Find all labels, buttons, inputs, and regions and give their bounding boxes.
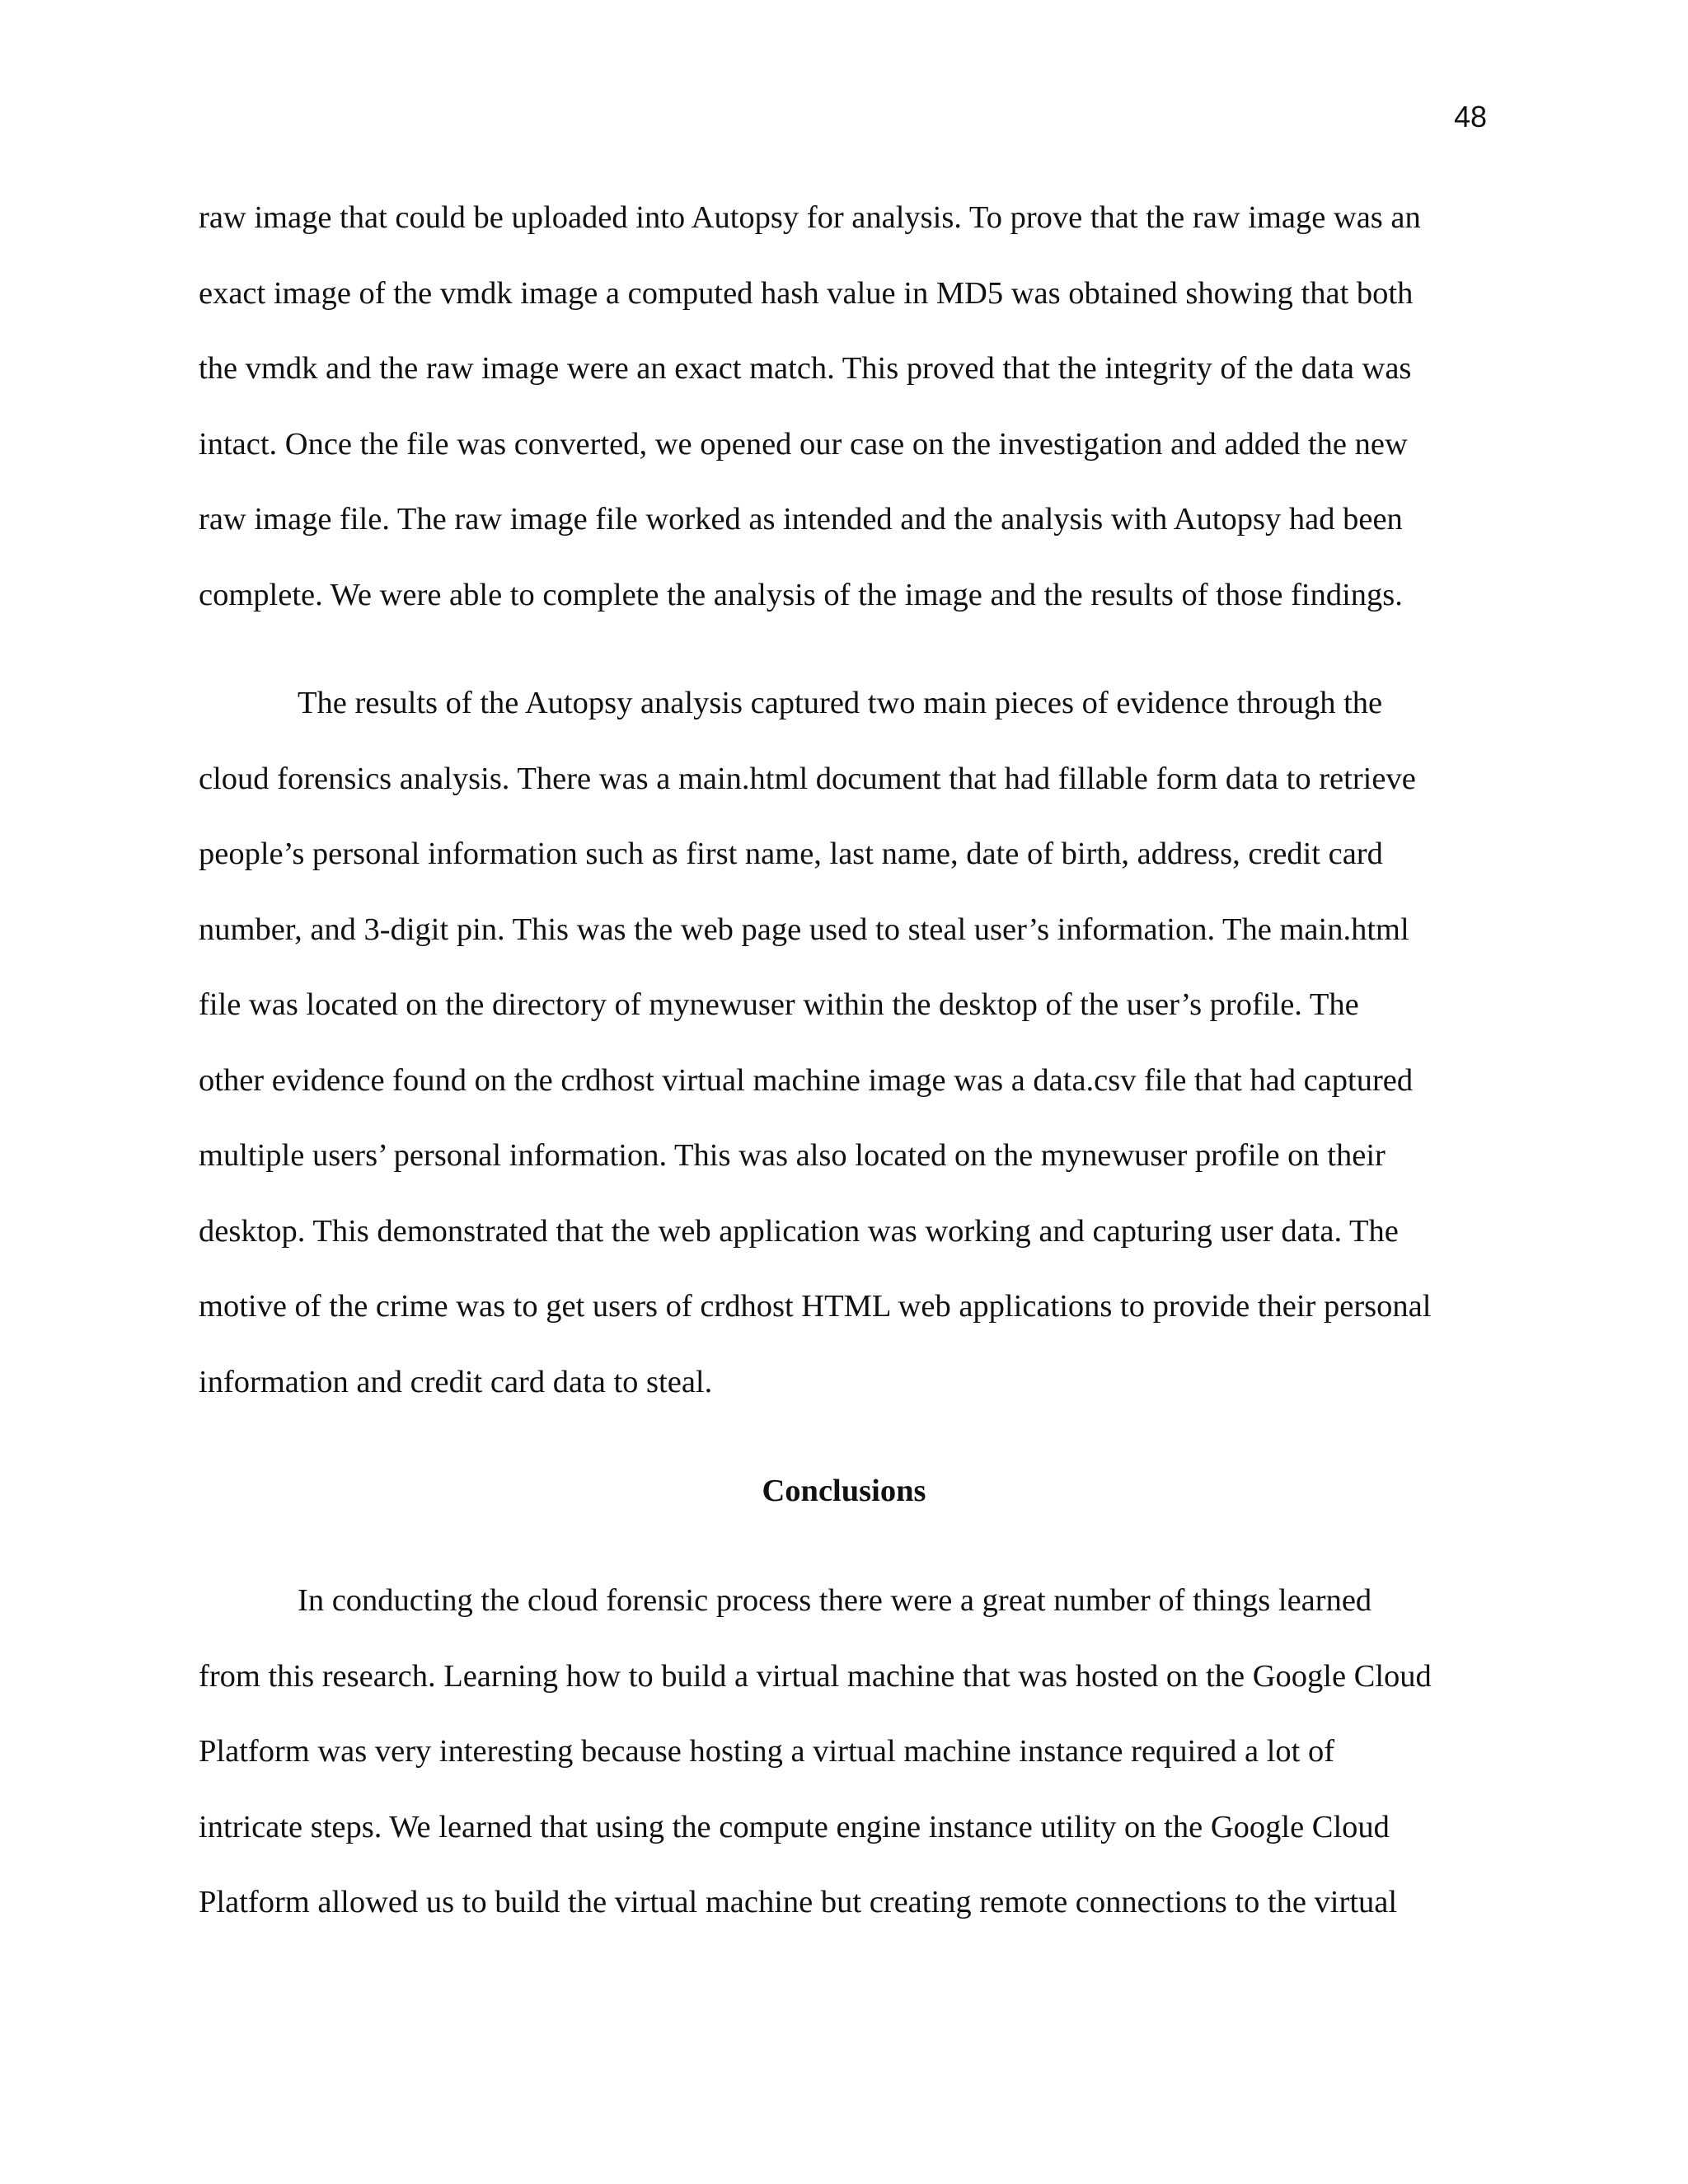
paragraph-2-line: motive of the crime was to get users of crdhost HTML web applications to provide their personal <box>199 1289 1432 1324</box>
paragraph-3-line: Platform was very interesting because hosting a virtual machine instance required a lot of <box>199 1734 1335 1769</box>
paragraph-2-line: file was located on the directory of mynewuser within the desktop of the user’s profile. The <box>199 987 1359 1022</box>
paragraph-2-line: desktop. This demonstrated that the web application was working and capturing user data. The <box>199 1214 1399 1249</box>
paragraph-1-line: complete. We were able to complete the analysis of the image and the results of those findings. <box>199 578 1403 612</box>
paragraph-3-line: intricate steps. We learned that using the compute engine instance utility on the Google Cloud <box>199 1810 1390 1844</box>
paragraph-2-line: people’s personal information such as first name, last name, date of birth, address, credit card <box>199 837 1383 871</box>
section-heading: Conclusions <box>762 1474 926 1508</box>
paragraph-1-line: the vmdk and the raw image were an exact match. This proved that the integrity of the data was <box>199 351 1412 386</box>
paragraph-2-line: cloud forensics analysis. There was a main.html document that had fillable form data to retrieve <box>199 762 1416 796</box>
paragraph-3-line: from this research. Learning how to build a virtual machine that was hosted on the Google Cloud <box>199 1659 1432 1694</box>
paragraph-2-line: information and credit card data to steal. <box>199 1365 713 1399</box>
paragraph-2-line: number, and 3-digit pin. This was the web page used to steal user’s information. The main.html <box>199 912 1409 947</box>
paragraph-1-line: exact image of the vmdk image a computed hash value in MD5 was obtained showing that both <box>199 276 1414 311</box>
paragraph-1-line: raw image that could be uploaded into Autopsy for analysis. To prove that the raw image was an <box>199 200 1421 235</box>
paragraph-1-line: intact. Once the file was converted, we opened our case on the investigation and added the new <box>199 427 1408 462</box>
paragraph-1-line: raw image file. The raw image file worked as intended and the analysis with Autopsy had been <box>199 502 1403 537</box>
paragraph-3-line: In conducting the cloud forensic process there were a great number of things learned <box>298 1583 1372 1618</box>
paragraph-2-line: The results of the Autopsy analysis captured two main pieces of evidence through the <box>298 686 1383 720</box>
paragraph-2-line: multiple users’ personal information. This was also located on the mynewuser profile on their <box>199 1138 1386 1173</box>
paragraph-2-line: other evidence found on the crdhost virtual machine image was a data.csv file that had captured <box>199 1063 1414 1098</box>
paragraph-3-line: Platform allowed us to build the virtual machine but creating remote connections to the virtual <box>199 1885 1398 1919</box>
page-number: 48 <box>1453 100 1487 134</box>
